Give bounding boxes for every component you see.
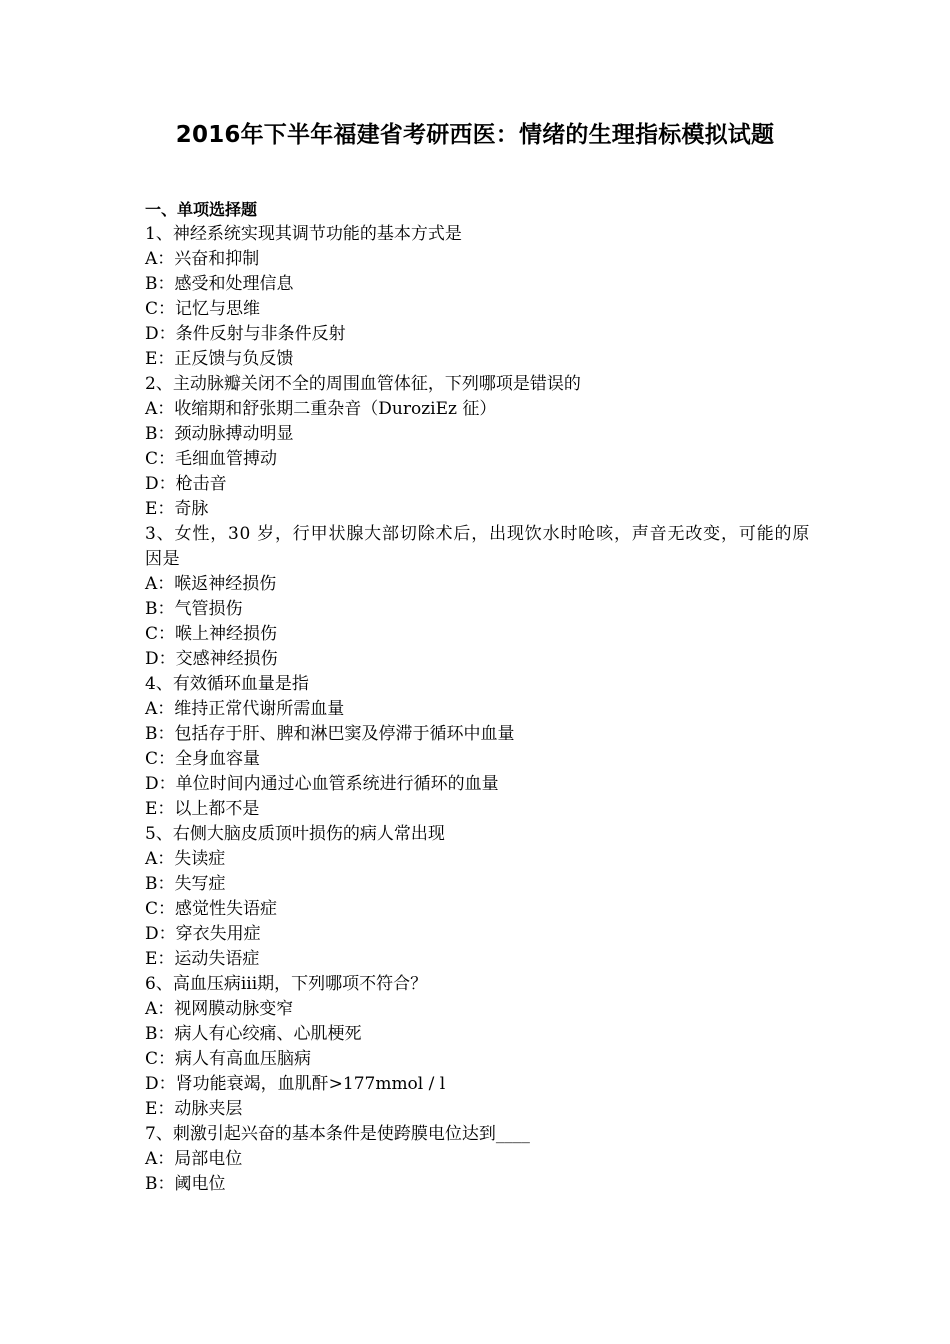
question-block	[145, 672, 810, 822]
answer-option: A：失读症	[145, 849, 226, 869]
question-stem: 7、刺激引起兴奋的基本条件是使跨膜电位达到____	[145, 1124, 530, 1144]
answer-option: D：肾功能衰竭，血肌酐>177mmol / l	[145, 1074, 446, 1094]
question-stem: 3、女性，30 岁，行甲状腺大部切除术后，出现饮水时呛咳，声音无改变，可能的原因是	[145, 524, 810, 569]
question-block	[145, 1122, 810, 1197]
answer-option: E：运动失语症	[145, 949, 260, 969]
answer-option: D：交感神经损伤	[145, 649, 278, 669]
answer-option: E：正反馈与负反馈	[145, 349, 294, 369]
answer-option: A：兴奋和抑制	[145, 249, 260, 269]
answer-option: E：以上都不是	[145, 799, 260, 819]
question-stem: 1、神经系统实现其调节功能的基本方式是	[145, 224, 462, 244]
answer-option: B：阈电位	[145, 1174, 226, 1194]
question-stem: 4、有效循环血量是指	[145, 674, 309, 694]
question-stem: 5、右侧大脑皮质顶叶损伤的病人常出现	[145, 824, 445, 844]
answer-option: B：颈动脉搏动明显	[145, 424, 294, 444]
answer-option: D：枪击音	[145, 474, 227, 494]
question-block	[145, 522, 810, 672]
answer-option: B：气管损伤	[145, 599, 243, 619]
answer-option: B：病人有心绞痛、心肌梗死	[145, 1024, 362, 1044]
question-block	[145, 972, 810, 1122]
answer-option: D：单位时间内通过心血管系统进行循环的血量	[145, 774, 499, 794]
answer-option: A：收缩期和舒张期二重杂音（DuroziEz 征）	[145, 399, 497, 419]
answer-option: B：感受和处理信息	[145, 274, 294, 294]
answer-option: C：喉上神经损伤	[145, 624, 278, 644]
answer-option: A：维持正常代谢所需血量	[145, 699, 345, 719]
answer-option: C：记忆与思维	[145, 299, 261, 319]
answer-option: E：动脉夹层	[145, 1099, 243, 1119]
question-block	[145, 222, 810, 372]
answer-option: C：全身血容量	[145, 749, 261, 769]
answer-option: A：局部电位	[145, 1149, 243, 1169]
answer-option: C：病人有高血压脑病	[145, 1049, 312, 1069]
answer-option: B：失写症	[145, 874, 226, 894]
document-title: 2016年下半年福建省考研西医：情绪的生理指标模拟试题	[175, 122, 775, 148]
question-stem: 6、高血压病iii期，下列哪项不符合？	[145, 974, 428, 994]
question-block	[145, 372, 810, 522]
section-heading: 一、单项选择题	[145, 200, 258, 219]
answer-option: D：条件反射与非条件反射	[145, 324, 346, 344]
question-block	[145, 822, 810, 972]
answer-option: C：毛细血管搏动	[145, 449, 278, 469]
answer-option: E：奇脉	[145, 499, 209, 519]
answer-option: B：包括存于肝、脾和淋巴窦及停滞于循环中血量	[145, 724, 515, 744]
answer-option: A：视网膜动脉变窄	[145, 999, 294, 1019]
answer-option: A：喉返神经损伤	[145, 574, 277, 594]
question-stem: 2、主动脉瓣关闭不全的周围血管体征，下列哪项是错误的	[145, 374, 581, 394]
exam-content	[145, 197, 810, 1197]
answer-option: C：感觉性失语症	[145, 899, 278, 919]
answer-option: D：穿衣失用症	[145, 924, 261, 944]
